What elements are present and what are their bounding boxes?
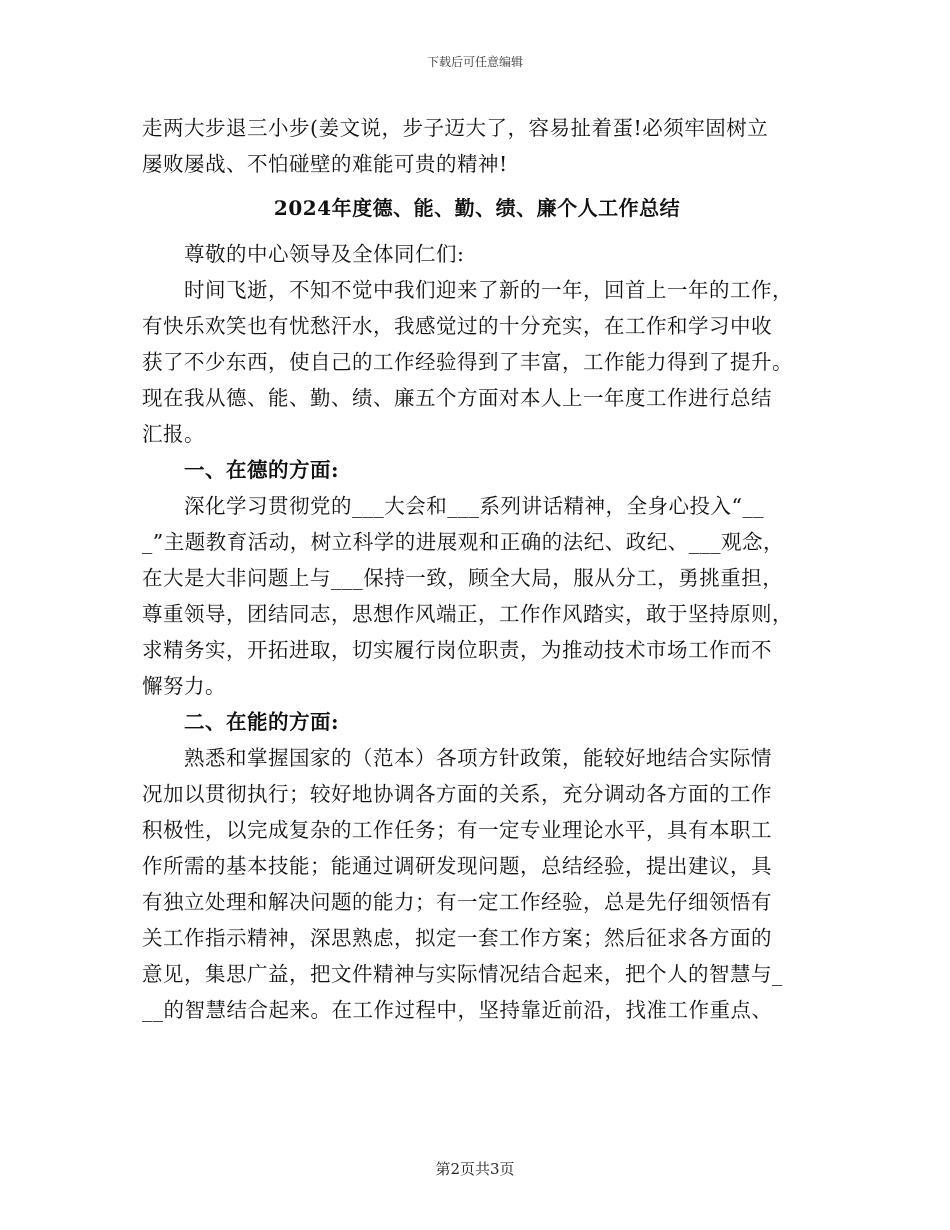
paragraph-3 <box>142 740 812 1028</box>
paragraph-line: 时间飞逝，不知不觉中我们迎来了新的一年，回首上一年的工作， <box>184 278 793 302</box>
paragraph-1 <box>142 272 812 452</box>
salutation: 尊敬的中心领导及全体同仁们: <box>184 242 465 266</box>
paragraph-line: 现在我从德、能、勤、绩、廉五个方面对本人上一年度工作进行总结 <box>142 386 772 410</box>
paragraph-line: 有独立处理和解决问题的能力；有一定工作经验，总是先仔细领悟有 <box>142 890 772 914</box>
document-title: 2024年度德、能、勤、绩、廉个人工作总结 <box>273 196 681 220</box>
paragraph-line: 意见，集思广益，把文件精神与实际情况结合起来，把个人的智慧与_ <box>142 962 783 986</box>
paragraph-line: __的智慧结合起来。在工作过程中，坚持靠近前沿，找准工作重点、 <box>142 998 773 1022</box>
paragraph-2 <box>142 488 812 704</box>
intro-line-2: 屡败屡战、不怕碰壁的难能可贵的精神! <box>142 152 508 176</box>
section-heading-ability: 二、在能的方面: <box>184 710 340 734</box>
paragraph-line: 深化学习贯彻党的___大会和___系列讲话精神，全身心投入“__ <box>184 494 764 518</box>
intro-line-1: 走两大步退三小步(姜文说，步子迈大了，容易扯着蛋!必须牢固树立 <box>142 116 769 140</box>
paragraph-line: 积极性，以完成复杂的工作任务；有一定专业理论水平，具有本职工 <box>142 818 772 842</box>
page-number: 第2页共3页 <box>435 1160 515 1178</box>
document-body <box>142 110 812 1028</box>
paragraph-line: 有快乐欢笑也有忧愁汗水，我感觉过的十分充实，在工作和学习中收 <box>142 314 772 338</box>
paragraph-line: 在大是大非问题上与___保持一致，顾全大局，服从分工，勇挑重担， <box>142 566 784 590</box>
section-heading-morality: 一、在德的方面: <box>184 458 340 482</box>
paragraph-line: 汇报。 <box>142 422 205 446</box>
page-header-note: 下载后可任意编辑 <box>426 55 523 69</box>
paragraph-line: 求精务实，开拓进取，切实履行岗位职责，为推动技术市场工作而不 <box>142 638 772 662</box>
paragraph-line: 懈努力。 <box>142 674 226 698</box>
paragraph-line: 熟悉和掌握国家的（范本）各项方针政策，能较好地结合实际情 <box>184 746 772 770</box>
paragraph-line: 作所需的基本技能；能通过调研发现问题，总结经验，提出建议，具 <box>142 854 772 878</box>
paragraph-line: 获了不少东西，使自己的工作经验得到了丰富，工作能力得到了提升。 <box>142 350 793 374</box>
paragraph-line: 尊重领导，团结同志，思想作风端正，工作作风踏实，敢于坚持原则， <box>142 602 793 626</box>
paragraph-line: 况加以贯彻执行；较好地协调各方面的关系，充分调动各方面的工作 <box>142 782 772 806</box>
paragraph-line: _”主题教育活动，树立科学的进展观和正确的法纪、政纪、___观念， <box>142 530 784 554</box>
paragraph-line: 关工作指示精神，深思熟虑，拟定一套工作方案；然后征求各方面的 <box>142 926 772 950</box>
